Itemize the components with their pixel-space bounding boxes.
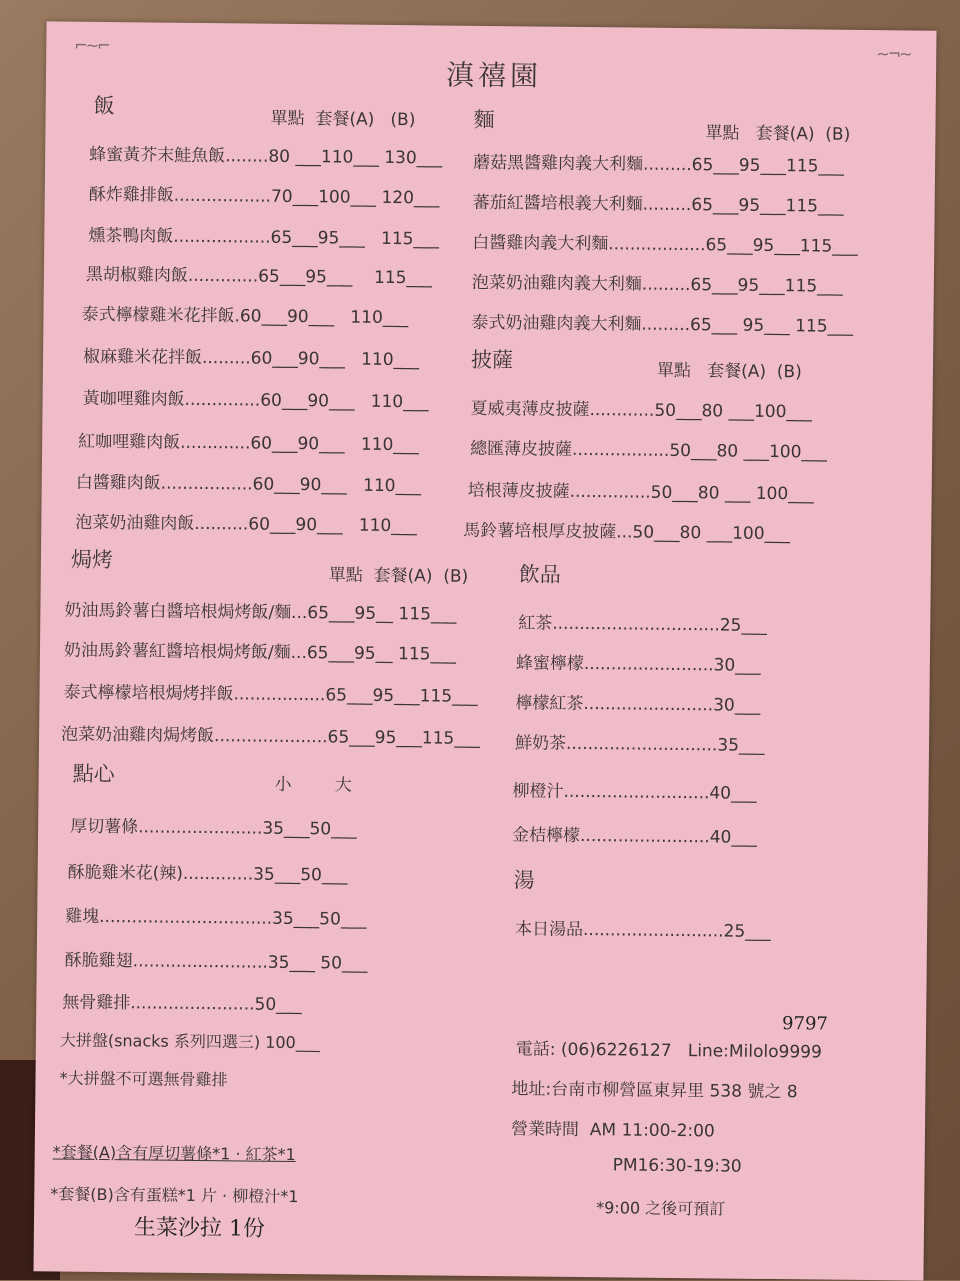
snack-item: 大拼盤(snacks 系列四選三) 100___ bbox=[59, 1030, 320, 1053]
contact-phone: 電話: (06)6226127 Line:Milolo9999 bbox=[515, 1039, 822, 1063]
noodles-columns: 單點 套餐(A) (B) bbox=[705, 123, 851, 145]
menu-title: 滇禧園 bbox=[445, 58, 543, 93]
snack-item: 雞塊................................35___50___ bbox=[65, 906, 367, 930]
gratin-item: 泡菜奶油雞肉焗烤飯.....................65___95___115___ bbox=[60, 724, 480, 749]
set-a-note: *套餐(A)含有厚切薯條*1 · 紅茶*1 bbox=[52, 1142, 296, 1165]
rice-item: 泡菜奶油雞肉飯..........60___90___ 110___ bbox=[75, 512, 417, 537]
pizza-item: 馬鈴薯培根厚皮披薩...50___80 ___100___ bbox=[463, 520, 791, 545]
rice-item: 蜂蜜黃芥末鮭魚飯........80 ___110___ 130___ bbox=[89, 144, 443, 169]
noodles-item: 白醬雞肉義大利麵..................65___95___115___ bbox=[472, 232, 858, 257]
snacks-columns: 小 大 bbox=[274, 774, 352, 796]
snacks-heading: 點心 bbox=[72, 761, 115, 787]
rice-item: 泰式檸檬雞米花拌飯.60___90___ 110___ bbox=[81, 304, 409, 329]
gratin-item: 泰式檸檬培根焗烤拌飯.................65___95___115___ bbox=[63, 682, 478, 707]
opening-hours-pm: PM16:30-19:30 bbox=[612, 1155, 742, 1177]
noodles-item: 泡菜奶油雞肉義大利麵.........65___95___115___ bbox=[471, 272, 843, 297]
drink-item: 檸檬紅茶........................30___ bbox=[515, 693, 761, 716]
rice-heading: 飯 bbox=[93, 93, 115, 119]
drinks-heading: 飲品 bbox=[518, 562, 561, 587]
corner-ornament-left: ⌐~⌐ bbox=[74, 35, 109, 56]
set-b-note: *套餐(B)含有蛋糕*1 片 · 柳橙汁*1 bbox=[50, 1184, 299, 1207]
corner-ornament-right: ~¬~ bbox=[876, 44, 911, 64]
soup-heading: 湯 bbox=[513, 868, 535, 893]
rice-item: 椒麻雞米花拌飯.........60___90___ 110___ bbox=[82, 346, 420, 371]
rice-item: 黃咖哩雞肉飯..............60___90___ 110___ bbox=[82, 388, 429, 413]
gratin-heading: 焗烤 bbox=[70, 547, 114, 573]
pizza-item: 總匯薄皮披薩..................50___80 ___100___ bbox=[470, 438, 828, 463]
contact-address: 地址:台南市柳營區東昇里 538 號之 8 bbox=[511, 1079, 798, 1103]
rice-item: 酥炸雞排飯..................70___100___ 120___ bbox=[88, 184, 440, 209]
rice-item: 黑胡椒雞肉飯.............65___95___ 115___ bbox=[85, 264, 433, 289]
pizza-item: 夏威夷薄皮披薩............50___80 ___100___ bbox=[470, 398, 813, 423]
drink-item: 蜂蜜檸檬........................30___ bbox=[515, 653, 761, 676]
opening-hours: 營業時間 AM 11:00-2:00 bbox=[510, 1119, 715, 1142]
snack-item: 無骨雞排.......................50___ bbox=[62, 992, 302, 1016]
drink-item: 紅茶...............................25___ bbox=[518, 613, 768, 636]
handwritten-salad-note: 生菜沙拉 1份 bbox=[133, 1215, 266, 1242]
snack-note: *大拼盤不可選無骨雞排 bbox=[59, 1068, 228, 1090]
noodles-item: 蘑菇黑醬雞肉義大利麵.........65___95___115___ bbox=[473, 152, 845, 177]
reserve-note: *9:00 之後可預訂 bbox=[596, 1198, 726, 1219]
snack-item: 厚切薯條.......................35___50___ bbox=[70, 816, 357, 840]
rice-item: 白醬雞肉飯.................60___90___ 110___ bbox=[75, 472, 422, 497]
gratin-item: 奶油馬鈴薯紅醬培根焗烤飯/麵...65___95__ 115___ bbox=[63, 640, 457, 665]
menu-paper bbox=[33, 21, 936, 1280]
handwritten-line-id: 9797 bbox=[782, 1013, 829, 1035]
rice-item: 紅咖哩雞肉飯.............60___90___ 110___ bbox=[78, 431, 419, 456]
soup-item: 本日湯品..........................25___ bbox=[514, 919, 771, 943]
gratin-item: 奶油馬鈴薯白醬培根焗烤飯/麵...65___95__ 115___ bbox=[64, 600, 457, 625]
noodles-heading: 麵 bbox=[473, 107, 495, 133]
pizza-columns: 單點 套餐(A) (B) bbox=[656, 360, 802, 383]
gratin-columns: 單點 套餐(A) (B) bbox=[328, 565, 469, 587]
snack-item: 酥脆雞米花(辣).............35___50___ bbox=[67, 862, 348, 886]
rice-item: 燻茶鴨肉飯..................65___95___ 115___ bbox=[88, 225, 440, 250]
drink-item: 金桔檸檬........................40___ bbox=[511, 825, 757, 848]
snack-item: 酥脆雞翅.........................35___ 50___ bbox=[64, 950, 368, 974]
rice-columns: 單點 套餐(A) (B) bbox=[270, 108, 416, 131]
noodles-item: 泰式奶油雞肉義大利麵.........65___ 95___ 115___ bbox=[471, 312, 854, 337]
pizza-heading: 披薩 bbox=[470, 347, 514, 373]
drink-item: 柳橙汁...........................40___ bbox=[512, 781, 757, 804]
drink-item: 鮮奶茶............................35___ bbox=[514, 733, 765, 756]
pizza-item: 培根薄皮披薩...............50___80 ___ 100___ bbox=[467, 480, 814, 505]
noodles-item: 蕃茄紅醬培根義大利麵.........65___95___115___ bbox=[472, 192, 844, 217]
